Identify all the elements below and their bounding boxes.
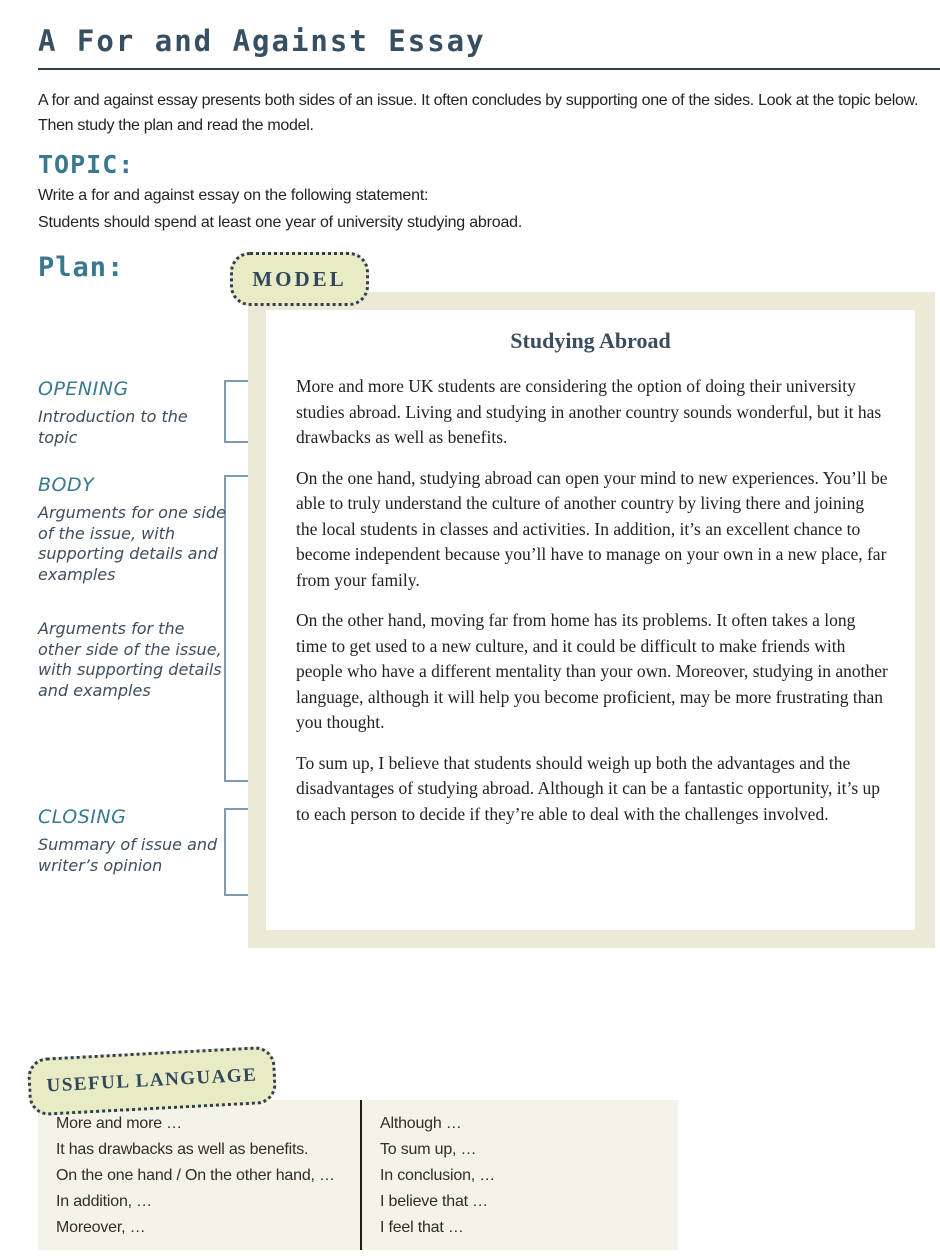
phrase-item: To sum up, … xyxy=(380,1141,477,1158)
phrase-item: On the one hand / On the other hand, … xyxy=(56,1167,335,1184)
phrase-item: I feel that … xyxy=(380,1219,464,1236)
essay-paragraph-1: More and more UK students are considering the option of doing their university studies abroad. Living and studying in another country sounds wonderful, but it has drawbacks as well as benefits. xyxy=(296,376,882,447)
useful-language-table xyxy=(38,1100,678,1250)
model-panel xyxy=(248,292,935,948)
essay-paragraph-2: On the one hand, studying abroad can open your mind to new experiences. You’ll be able to truly understand the culture of another country by living there and joining the local students in classes and activities. In addition, it’s an excellent chance to become independent because you’ll have to manage on your own in a new place, far from your family. xyxy=(296,467,888,590)
model-badge: MODEL xyxy=(230,252,369,306)
plan-label-body: BODY xyxy=(38,474,95,496)
essay-title: Studying Abroad xyxy=(510,328,671,353)
essay-paragraph-4: To sum up, I believe that students should weigh up both the advantages and the disadvantages of studying abroad. Although it can be a fantastic opportunity, it’s up to each person to decide if they’re able to deal with the challenges involved. xyxy=(296,752,881,824)
topic-instruction: Write a for and against essay on the following statement: xyxy=(38,187,429,204)
plan-heading: Plan: xyxy=(38,252,125,283)
page-title: A For and Against Essay xyxy=(38,24,486,58)
phrase-item: Although … xyxy=(380,1115,462,1132)
essay-body xyxy=(266,374,915,827)
phrase-item: More and more … xyxy=(56,1115,182,1132)
plan-label-opening: OPENING xyxy=(38,378,129,400)
phrase-item: In addition, … xyxy=(56,1193,152,1210)
phrase-item: In conclusion, … xyxy=(380,1167,496,1184)
plan-desc-closing: Summary of issue and writer’s opinion xyxy=(38,835,218,875)
useful-language-left-column xyxy=(38,1100,360,1250)
phrase-item: Moreover, … xyxy=(56,1219,146,1236)
phrase-item: I believe that … xyxy=(380,1193,488,1210)
useful-language-right-column xyxy=(360,1100,678,1250)
useful-language-badge: USEFUL LANGUAGE xyxy=(27,1046,278,1117)
topic-heading: TOPIC: xyxy=(38,150,135,179)
intro-text: A for and against essay presents both sides of an issue. It often concludes by supporting one of the sides. Look at the topic below. Then study the plan and read the model. xyxy=(38,92,919,134)
essay-paragraph-3: On the other hand, moving far from home has its problems. It often takes a long time to get used to a new culture, and it could be difficult to make friends with people who have a different mentality than your own. Moreover, studying in another language, although it will help you become proficient, may be more frustrating than you thought. xyxy=(296,610,888,732)
essay-card xyxy=(266,310,915,930)
title-divider xyxy=(38,68,940,70)
plan-desc-opening: Introduction to the topic xyxy=(38,407,188,447)
topic-statement: Students should spend at least one year of university studying abroad. xyxy=(38,214,523,231)
phrase-item: It has drawbacks as well as benefits. xyxy=(56,1141,309,1158)
plan-desc-body-for: Arguments for one side of the issue, with supporting details and examples xyxy=(38,503,226,584)
plan-desc-body-against: Arguments for the other side of the issue, with supporting details and examples xyxy=(38,619,222,700)
plan-label-closing: CLOSING xyxy=(38,806,127,828)
